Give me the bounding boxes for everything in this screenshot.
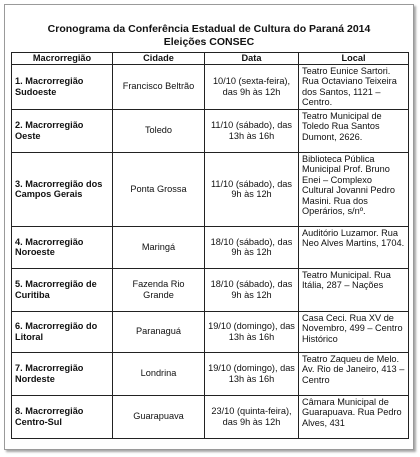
cell-date: 18/10 (sábado), das 9h às 12h <box>205 268 299 311</box>
cell-city: Fazenda Rio Grande <box>113 268 205 311</box>
cell-date: 19/10 (domingo), das 13h às 16h <box>205 352 299 395</box>
header-local: Local <box>299 53 409 65</box>
cell-place: Casa Ceci. Rua XV de Novembro, 499 – Centro Histórico <box>299 311 409 352</box>
cell-city: Paranaguá <box>113 311 205 352</box>
schedule-table <box>11 52 409 439</box>
cell-region: 7. Macrorregião Nordeste <box>12 352 113 395</box>
cell-city: Guarapuava <box>113 395 205 438</box>
document-frame <box>4 4 414 450</box>
cell-date: 19/10 (domingo), das 13h às 16h <box>205 311 299 352</box>
cell-city: Londrina <box>113 352 205 395</box>
cell-city: Maringá <box>113 226 205 268</box>
table-row <box>12 311 409 352</box>
table-row <box>12 64 409 109</box>
cell-place: Auditório Luzamor. Rua Neo Alves Martins, 1704. <box>299 226 409 268</box>
cell-date: 23/10 (quinta-feira), das 9h às 12h <box>205 395 299 438</box>
cell-date: 11/10 (sábado), das 13h às 16h <box>205 109 299 152</box>
header-cidade: Cidade <box>113 53 205 65</box>
document-title: Cronograma da Conferência Estadual de Cultura do Paraná 2014 <box>47 23 371 35</box>
cell-region: 4. Macrorregião Noroeste <box>12 226 113 268</box>
cell-city: Toledo <box>113 109 205 152</box>
table-row <box>12 268 409 311</box>
cell-city: Francisco Beltrão <box>113 64 205 109</box>
cell-region: 1. Macrorregião Sudoeste <box>12 64 113 109</box>
cell-place: Teatro Zaqueu de Melo. Av. Rio de Janeiro, 413 – Centro <box>299 352 409 395</box>
cell-region: 3. Macrorregião dos Campos Gerais <box>12 152 113 226</box>
cell-date: 18/10 (sábado), das 9h às 12h <box>205 226 299 268</box>
cell-place: Teatro Municipal de Toledo Rua Santos Dumont, 2626. <box>299 109 409 152</box>
table-row <box>12 109 409 152</box>
cell-region: 6. Macrorregião do Litoral <box>12 311 113 352</box>
cell-city: Ponta Grossa <box>113 152 205 226</box>
table-header-row <box>12 53 409 65</box>
cell-place: Câmara Municipal de Guarapuava. Rua Pedro Alves, 431 <box>299 395 409 438</box>
cell-region: 2. Macrorregião Oeste <box>12 109 113 152</box>
document-subtitle: Eleições CONSEC <box>163 36 255 48</box>
table-row <box>12 395 409 438</box>
table-row <box>12 352 409 395</box>
cell-region: 5. Macrorregião de Curitiba <box>12 268 113 311</box>
cell-date: 10/10 (sexta-feira), das 9h às 12h <box>205 64 299 109</box>
cell-region: 8. Macrorregião Centro-Sul <box>12 395 113 438</box>
cell-date: 11/10 (sábado), das 9h às 12h <box>205 152 299 226</box>
cell-place: Biblioteca Pública Municipal Prof. Bruno Enei – Complexo Cultural Jovanni Pedro Masini. Rua dos Operários, s/nº. <box>299 152 409 226</box>
table-row <box>12 152 409 226</box>
header-macrorregiao: Macrorregião <box>12 53 113 65</box>
header-data: Data <box>205 53 299 65</box>
cell-place: Teatro Eunice Sartori. Rua Octaviano Teixeira dos Santos, 1121 – Centro. <box>299 64 409 109</box>
cell-place: Teatro Municipal. Rua Itália, 287 – Nações <box>299 268 409 311</box>
table-row <box>12 226 409 268</box>
